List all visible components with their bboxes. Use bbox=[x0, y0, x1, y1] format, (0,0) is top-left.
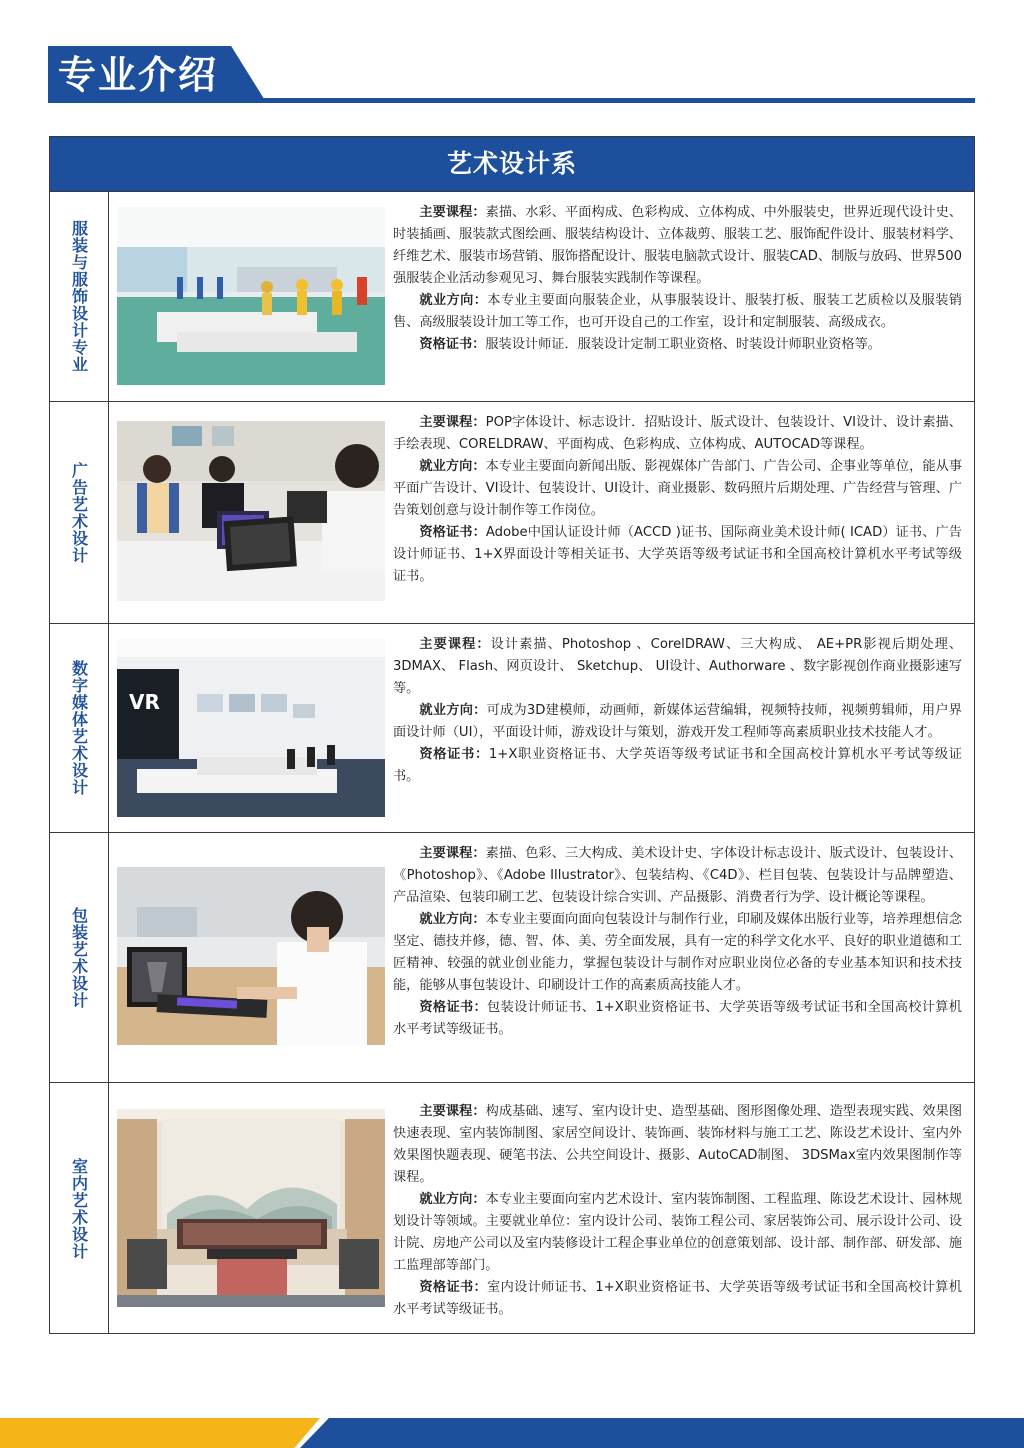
vr-classroom-photo bbox=[117, 639, 385, 817]
cert-label: 资格证书： bbox=[419, 1280, 488, 1295]
page-header bbox=[0, 0, 1024, 110]
major-description bbox=[393, 202, 962, 356]
courses-text: 素描、水彩、平面构成、色彩构成、立体构成、中外服装史，世界近现代设计史、时装插画、服装款式图绘画、服装结构设计、立体裁剪、服装工艺、服饰配件设计、服装材料学、纤维艺术、服装市场营销、服饰搭配设计、服装电脑款式设计、服装CAD、制版与放码、世界500强服装企业活动参观见习、舞台服装实践制作等课程。 bbox=[393, 205, 963, 286]
courses-label: 主要课程： bbox=[419, 846, 486, 861]
career-text: 可成为3D建模师，动画师，新媒体运营编辑，视频特技师，视频剪辑师，用户界面设计师（UI），平面设计师，游戏设计与策划，游戏开发工程师等高素质职业技术技能人才。 bbox=[393, 703, 962, 740]
courses-label: 主要课程： bbox=[419, 205, 486, 220]
major-body bbox=[109, 1083, 974, 1334]
cert-text: 室内设计师证书、1+X职业资格证书、大学英语等级考试证书和全国高校计算机水平考试等级证书。 bbox=[393, 1280, 962, 1317]
career-text: 本专业主要面向面向包装设计与制作行业，印刷及媒体出版行业等，培养理想信念坚定、德技并修，德、智、体、美、劳全面发展，具有一定的科学文化水平、良好的职业道德和工匠精神、较强的就业创业能力，掌握包装设计与制作对应职业岗位必备的专业基本知识和技术技能，能够从事包装设计、印刷设计工作的高素质高技能人才。 bbox=[393, 912, 963, 993]
major-name: 广告艺术设计 bbox=[69, 461, 89, 564]
major-body bbox=[109, 624, 974, 832]
vr-sign-text: VR bbox=[129, 690, 160, 714]
major-row-digital-media bbox=[50, 624, 974, 833]
major-name-cell bbox=[50, 192, 109, 401]
courses-label: 主要课程： bbox=[419, 415, 486, 430]
major-name-cell bbox=[50, 402, 109, 623]
cert-label: 资格证书： bbox=[419, 1000, 488, 1015]
cert-text: Adobe中国认证设计师（ACCD )证书、国际商业美术设计师( ICAD）证书、广告设计师证书、1+X界面设计等相关证书、大学英语等级考试证书和全国高校计算机水平考试等级证书。 bbox=[393, 525, 962, 584]
page-title: 专业介绍 bbox=[58, 53, 219, 97]
career-label: 就业方向： bbox=[419, 1192, 486, 1207]
footer-blue-stripe bbox=[300, 1418, 1024, 1448]
career-text: 本专业主要面向新闻出版、影视媒体广告部门、广告公司、企事业等单位，能从事平面广告设计、VI设计、包装设计、UI设计、商业摄影、数码照片后期处理、广告经营与管理、广告策划创意与设计制作等工作岗位。 bbox=[393, 459, 963, 518]
interior-living-room-render bbox=[117, 1109, 385, 1307]
department-title: 艺术设计系 bbox=[50, 137, 974, 192]
major-description bbox=[393, 843, 962, 1041]
cert-label: 资格证书： bbox=[419, 525, 486, 540]
major-description bbox=[393, 412, 962, 588]
courses-label: 主要课程： bbox=[419, 1104, 486, 1119]
courses-text: 素描、色彩、三大构成、美术设计史、字体设计标志设计、版式设计、包装设计、《Photoshop》、《Adobe Illustrator》、包装结构、《C4D》、栏目包装、包装设计与品牌塑造、产品渲染、包装印刷工艺、包装设计综合实训、产品摄影、消费者行为学、设计概论等课程。 bbox=[393, 846, 963, 905]
major-name-cell bbox=[50, 1083, 109, 1334]
footer-decoration bbox=[0, 1418, 1024, 1448]
career-text: 本专业主要面向室内艺术设计、室内装饰制图、工程监理、陈设艺术设计、园林规划设计等领域。主要就业单位：室内设计公司、装饰工程公司、家居装饰公司、展示设计公司、设计院、房地产公司以及室内装修设计工程企事业单位的创意策划部、设计部、制作部、研发部、施工监理部等部门。 bbox=[393, 1192, 963, 1273]
major-row-advertising bbox=[50, 402, 974, 624]
major-name: 室内艺术设计 bbox=[69, 1157, 89, 1260]
major-row-interior bbox=[50, 1083, 974, 1334]
career-label: 就业方向： bbox=[419, 912, 486, 927]
courses-text: 设计素描、Photoshop 、CorelDRAW、三大构成、 AE+PR影视后期处理、3DMAX、 Flash、网页设计、 Sketchup、 UI设计、Authorware 、数字影视创作商业摄影速写等。 bbox=[393, 637, 963, 696]
major-name-cell bbox=[50, 833, 109, 1082]
courses-label: 主要课程： bbox=[419, 637, 491, 652]
major-row-packaging bbox=[50, 833, 974, 1083]
fashion-workshop-photo bbox=[117, 207, 385, 385]
header-underline bbox=[48, 98, 975, 103]
courses-text: POP字体设计、标志设计．招贴设计、版式设计、包装设计、VI设计、设计素描、手绘表现、CORELDRAW、平面构成、色彩构成、立体构成、AUTOCAD等课程。 bbox=[393, 415, 962, 452]
cert-text: 1+X职业资格证书、大学英语等级考试证书和全国高校计算机水平考试等级证书。 bbox=[393, 747, 962, 784]
major-body bbox=[109, 402, 974, 623]
department-table bbox=[49, 136, 975, 1334]
cert-text: 包装设计师证书、1+X职业资格证书、大学英语等级考试证书和全国高校计算机水平考试等级证书。 bbox=[393, 1000, 962, 1037]
major-name: 包装艺术设计 bbox=[69, 906, 89, 1009]
career-text: 本专业主要面向服装企业，从事服装设计、服装打板、服装工艺质检以及服装销售、高级服装设计加工等工作，也可开设自己的工作室，设计和定制服装、高级成衣。 bbox=[393, 293, 962, 330]
major-name-cell bbox=[50, 624, 109, 832]
major-body bbox=[109, 192, 974, 401]
cert-text: 服装设计师证．服装设计定制工职业资格、时装设计师职业资格等。 bbox=[485, 337, 881, 352]
major-row-fashion bbox=[50, 192, 974, 402]
major-body bbox=[109, 833, 974, 1082]
major-name: 服装与服饰设计专业 bbox=[69, 220, 89, 373]
footer-yellow-stripe bbox=[0, 1418, 320, 1448]
student-design-work-photo bbox=[117, 867, 385, 1045]
major-description bbox=[393, 634, 962, 788]
courses-text: 构成基础、速写、室内设计史、造型基础、图形图像处理、造型表现实践、效果图快速表现、室内装饰制图、家居空间设计、装饰画、装饰材料与施工工艺、陈设艺术设计、室内外效果图快题表现、硬笔书法、公共空间设计、摄影、AutoCAD制图、 3DSMax室内效果图制作等课程。 bbox=[393, 1104, 963, 1185]
major-name: 数字媒体艺术设计 bbox=[69, 660, 89, 796]
cert-label: 资格证书： bbox=[419, 337, 486, 352]
major-description bbox=[393, 1101, 962, 1321]
career-label: 就业方向： bbox=[419, 459, 486, 474]
career-label: 就业方向： bbox=[419, 703, 487, 718]
students-computer-lab-photo bbox=[117, 421, 385, 601]
career-label: 就业方向： bbox=[419, 293, 488, 308]
cert-label: 资格证书： bbox=[419, 747, 489, 762]
